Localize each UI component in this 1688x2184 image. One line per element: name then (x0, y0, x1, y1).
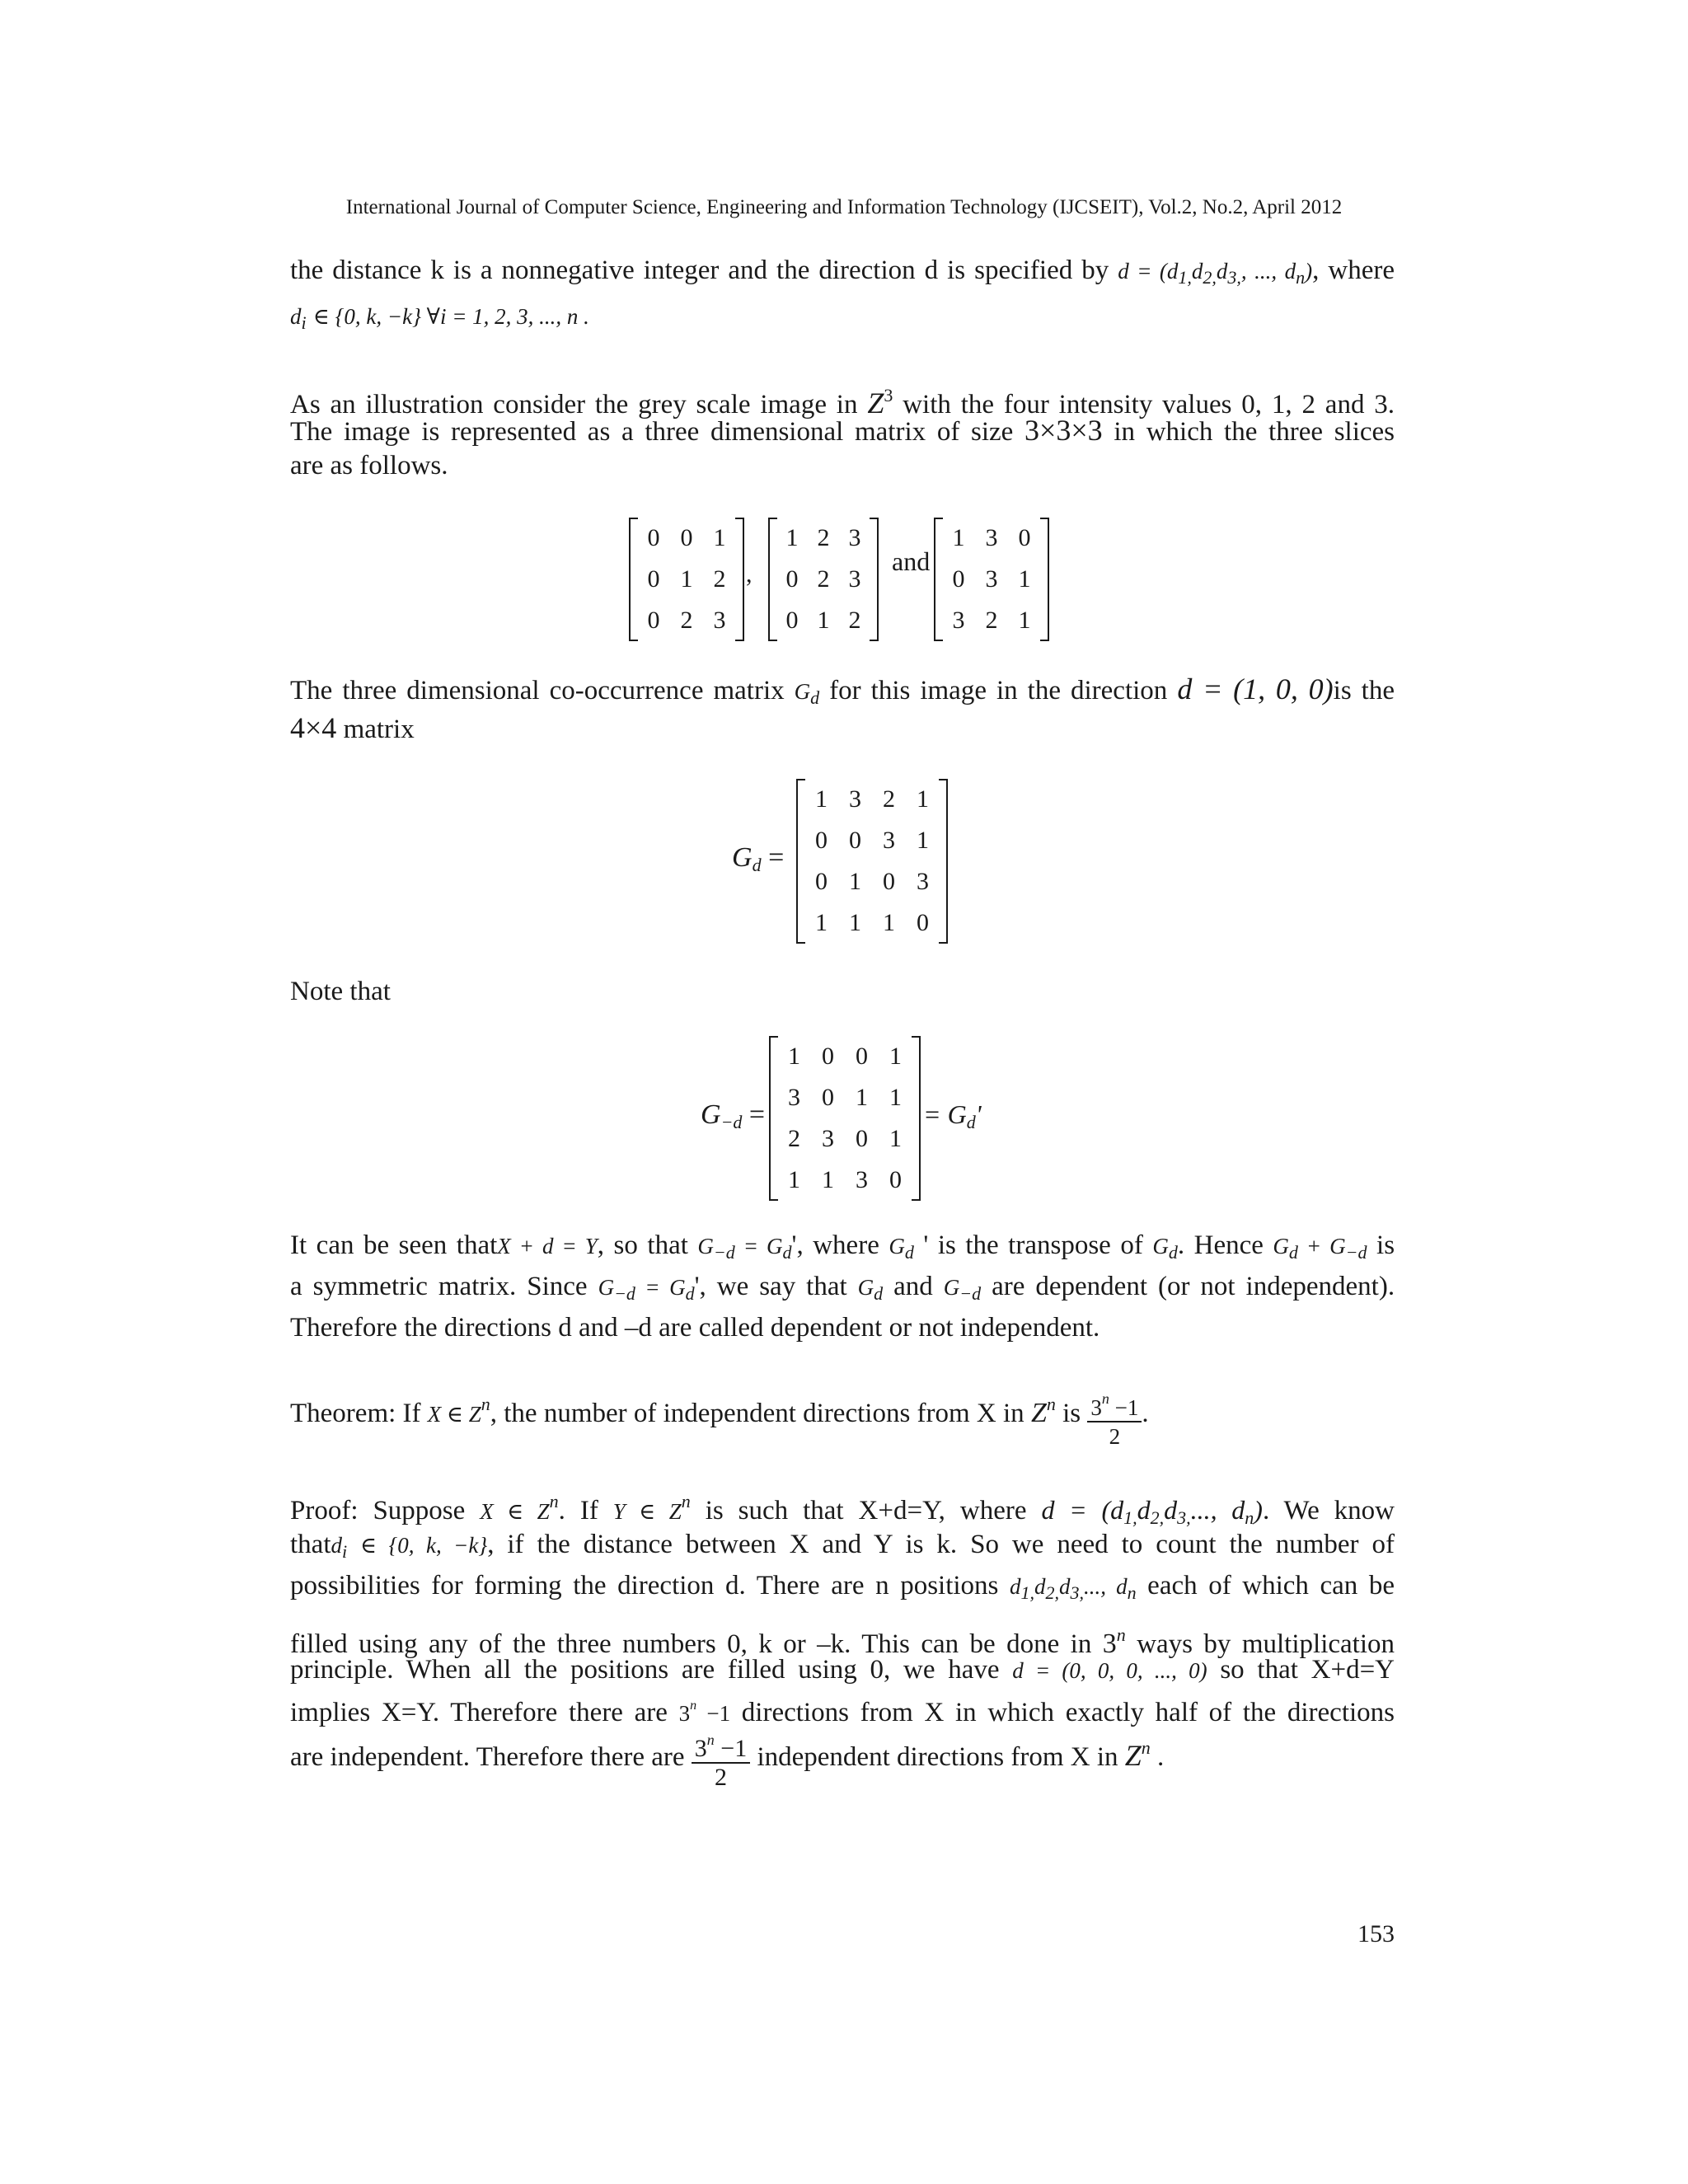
matrix-cell: 1 (917, 785, 929, 813)
matrix-cell: 3 (848, 565, 861, 593)
matrix-cell: 3 (917, 868, 929, 895)
matrix-bracket-right (1040, 518, 1049, 641)
text: in which the three slices (1114, 417, 1395, 447)
matrix-cell: 0 (917, 909, 929, 936)
matrix-cell: 1 (849, 868, 861, 895)
matrix-cell: 2 (817, 524, 830, 551)
matrix-cell: 0 (785, 607, 799, 634)
matrix-cell: 1 (680, 565, 693, 593)
page-number: 153 (1357, 1920, 1395, 1947)
text: . Hence (1177, 1230, 1264, 1260)
matrix-grid (804, 779, 940, 944)
matrix-cell: 0 (849, 827, 861, 854)
matrix-cell: 0 (952, 565, 965, 593)
text: is the (1333, 676, 1395, 705)
matrix-cell: 1 (889, 1125, 902, 1152)
text: , where (1312, 255, 1395, 285)
matrix-cell: 1 (1018, 565, 1031, 593)
math: G (732, 842, 753, 873)
proof-line4: filled using any of the three numbers 0, k or –k. This can be done in 3$^n$ ways by multiplication (290, 1624, 1395, 1659)
slice-matrix-1 (629, 518, 744, 641)
text: is (1062, 1399, 1081, 1429)
text: are dependent (or not independent). (992, 1272, 1395, 1301)
theorem: Theorem: If X ∈ $Z^n$, the number of independent directions from X in $Z^n$ is $\frac{3^n -1}{2}$ . (290, 1380, 1395, 1446)
math: −1 (696, 1701, 731, 1726)
para4-line3: Therefore the directions d and –d are called dependent or not independent. (290, 1313, 1100, 1343)
proof-line7: are independent. Therefore there are $\frac{3^n -1}{2}$ independent directions from X in $Z^n$ . (290, 1727, 1395, 1793)
math: X ∈ Z (480, 1499, 550, 1524)
matrix-cell: 2 (883, 785, 895, 813)
text: , the number of independent directions from X in (490, 1399, 1025, 1429)
matrix-cell: 1 (788, 1166, 800, 1193)
text: ', where (791, 1230, 879, 1260)
math: ∈ {0, k, −k} ∀i = 1, 2, 3, ..., n . (312, 304, 589, 329)
matrix-cell: 1 (952, 524, 965, 551)
text: is such that X+d=Y, where (705, 1496, 1027, 1526)
math: d (1191, 259, 1203, 284)
math: 3×3×3 (1025, 414, 1103, 447)
math: G (701, 1099, 721, 1130)
matrix-cell: 3 (713, 607, 726, 634)
matrix-cell: 0 (680, 524, 693, 551)
matrix-cell: 2 (788, 1125, 800, 1152)
text: independent directions from X in (757, 1742, 1118, 1773)
text: . If (558, 1496, 598, 1526)
text: ' is the transpose of (923, 1230, 1143, 1260)
para2-line3: are as follows. (290, 451, 448, 480)
math: G (857, 1275, 874, 1300)
math: d (290, 304, 302, 329)
text: As an illustration consider the grey scale image in (290, 390, 858, 419)
math: G (697, 1234, 714, 1258)
matrix-cell: 0 (815, 827, 828, 854)
text: a symmetric matrix. Since (290, 1272, 588, 1301)
matrix-cell: 1 (917, 827, 929, 854)
matrix-cell: 2 (848, 607, 861, 634)
para1-line1 (290, 253, 1395, 295)
proof-line6: implies X=Y. Therefore there are $3^n -1$ directions from X in which exactly half of the directions (290, 1698, 1395, 1727)
math: d = (d (1118, 259, 1179, 284)
matrix-cell: 2 (985, 607, 998, 634)
para2-line1: As an illustration consider the grey scale image in $Z^3$ with the four intensity values 0, 1, 2 and 3. (290, 385, 1395, 419)
math: X + d = Y (497, 1234, 598, 1258)
matrix-cell: 1 (849, 909, 861, 936)
math: Z (1030, 1398, 1047, 1429)
text: . (1142, 1399, 1149, 1429)
text: . We know (1262, 1496, 1395, 1526)
text: , so that (597, 1230, 688, 1260)
matrix-cell: 1 (713, 524, 726, 551)
math: G (598, 1275, 615, 1300)
text: The image is represented as a three dimensional matrix of size (290, 417, 1014, 447)
text: and (893, 1272, 933, 1301)
running-header: International Journal of Computer Science, Engineering and Information Technology (IJCSEIT), Vol.2, No.2, April 2012 (345, 196, 1343, 218)
math: G (1152, 1234, 1169, 1258)
matrix-cell: 1 (788, 1043, 800, 1070)
math: 3 (1090, 1395, 1102, 1420)
text: implies X=Y. Therefore there are (290, 1698, 668, 1727)
text: ', we say that (694, 1272, 847, 1301)
text: filled using any of the three numbers 0, k or –k. This can be done in (290, 1629, 1092, 1659)
text: possibilities for forming the direction d. There are n positions (290, 1571, 999, 1601)
matrix-cell: 3 (883, 827, 895, 854)
text: , if the distance between X and Y is k. So we need to count the number of (487, 1530, 1395, 1559)
matrix-cell: 0 (856, 1125, 868, 1152)
proof-line3: possibilities for forming the direction d. There are n positions $d_{1,}d_{2,}d_{3,}$..., $d_n$ each of which can be (290, 1571, 1395, 1603)
matrix-grid (776, 518, 870, 641)
para4-line2: a symmetric matrix. Since $G_{-d} = G_d'$, we say that Gd and G−d are dependent (or not independent). (290, 1272, 1395, 1304)
slice-matrix-3 (934, 518, 1049, 641)
text: each of which can be (1147, 1571, 1395, 1601)
para2-line2 (290, 413, 1395, 450)
slice-matrix-2 (768, 518, 879, 641)
matrix-cell: 0 (647, 607, 660, 634)
math: = (768, 842, 785, 873)
para4-line1: It can be seen thatX + d = Y, so that $G_{-d} = G_d'$, where Gd ' is the transpose of Gd. Hence $G_d + G_{-d}$ is (290, 1230, 1395, 1263)
matrix-cell: 0 (889, 1166, 902, 1193)
math: Z (867, 387, 884, 419)
matrix-cell: 1 (883, 909, 895, 936)
matrix-cell: 1 (822, 1166, 834, 1193)
matrix-bracket-right (870, 518, 879, 641)
math: 3 (678, 1701, 691, 1726)
math: d = (d (1041, 1495, 1124, 1525)
matrix-cell: 0 (883, 868, 895, 895)
matrix-cell: 3 (849, 785, 861, 813)
text: matrix (343, 715, 415, 744)
matrix-cell: 3 (952, 607, 965, 634)
matrix-cell: 2 (817, 565, 830, 593)
matrix-cell: 0 (1018, 524, 1031, 551)
matrix-cell: 3 (848, 524, 861, 551)
math: G (794, 679, 811, 704)
para3-line2 (290, 710, 1395, 748)
text: directions from X in which exactly half of the directions (741, 1698, 1395, 1727)
math: d (1216, 259, 1228, 284)
text: the distance k is a nonnegative integer and the direction d is specified by (290, 255, 1109, 285)
text: principle. When all the positions are filled using 0, we have (290, 1655, 1000, 1685)
matrix-grid (777, 1036, 912, 1201)
matrix-cell: 1 (889, 1043, 902, 1070)
gd-matrix (796, 779, 948, 944)
math: G (1273, 1234, 1289, 1258)
note-text: Note that (290, 977, 391, 1006)
matrix-grid (942, 518, 1041, 641)
math: 3 (694, 1735, 707, 1762)
math: ∈ {0, k, −k} (360, 1533, 488, 1558)
text: are independent. Therefore there are (290, 1742, 685, 1773)
gmd-rhs: = Gd' (923, 1099, 982, 1132)
math: = G (635, 1275, 686, 1300)
para3-line1: The three dimensional co-occurrence matrix Gd for this image in the direction d = (1, 0, 0)is the (290, 673, 1395, 708)
matrix-cell: 1 (1018, 607, 1031, 634)
matrix-cell: 0 (647, 565, 660, 593)
slice-comma: , (746, 560, 753, 588)
text: . (1157, 1742, 1165, 1773)
text: The three dimensional co-occurrence matrix (290, 676, 785, 705)
math: 4×4 (290, 711, 337, 744)
matrix-cell: 1 (815, 785, 828, 813)
math: −1 (1109, 1395, 1139, 1420)
slice-and: and (892, 546, 931, 576)
matrix-cell: 3 (788, 1084, 800, 1111)
matrix-cell: 0 (647, 524, 660, 551)
gmd-label: G−d = (701, 1099, 766, 1132)
math: 2 (714, 1764, 727, 1791)
matrix-grid (637, 518, 736, 641)
proof-line5 (290, 1652, 1395, 1689)
matrix-cell: 1 (817, 607, 830, 634)
proof-line2: thatdi ∈ {0, k, −k}, if the distance between X and Y is k. So we need to count the number of (290, 1530, 1395, 1562)
math: , ..., d (1240, 259, 1296, 284)
math: d = (1, 0, 0) (1177, 673, 1334, 705)
matrix-cell: 0 (822, 1084, 834, 1111)
direction-formula: $d = (d_{1,}d_{2,}d_{3,}$, ..., $d_n$) (1118, 259, 1313, 288)
math: d (1009, 1574, 1021, 1599)
proof-line1: Proof: Suppose X ∈ $Z^n$. If Y ∈ $Z^n$ is such that X+d=Y, where d = (d1,d2,d3,..., dn). We know (290, 1491, 1395, 1528)
math: d (331, 1533, 342, 1558)
gd-label: Gd = (732, 842, 785, 875)
math: Y ∈ Z (612, 1499, 682, 1524)
math: = (748, 1099, 766, 1130)
matrix-cell: 3 (856, 1166, 868, 1193)
matrix-cell: 0 (815, 868, 828, 895)
proof-fraction: $\frac{3^n -1}{2}$ (692, 1727, 750, 1792)
para1-line2: di ∈ {0, k, −k} ∀i = 1, 2, 3, ..., n . (290, 304, 589, 333)
text: Proof: Suppose (290, 1496, 466, 1526)
text: that (290, 1530, 331, 1559)
matrix-cell: 0 (822, 1043, 834, 1070)
math: 3 (1102, 1629, 1117, 1659)
text: so that X+d=Y (1220, 1655, 1395, 1685)
matrix-cell: 1 (785, 524, 799, 551)
matrix-cell: 1 (815, 909, 828, 936)
matrix-cell: 1 (856, 1084, 868, 1111)
math: + G (1297, 1234, 1346, 1258)
matrix-cell: 0 (785, 565, 799, 593)
math: −1 (714, 1735, 748, 1762)
text: is (1376, 1230, 1395, 1260)
math: d = (0, 0, 0, ..., 0) (1012, 1658, 1207, 1683)
matrix-cell: 3 (985, 565, 998, 593)
math: G (943, 1275, 960, 1300)
math: G (889, 1234, 905, 1258)
matrix-cell: 0 (856, 1043, 868, 1070)
math: Z (1124, 1739, 1142, 1773)
matrix-bracket-right (735, 518, 744, 641)
text: with the four intensity values 0, 1, 2 and 3. (903, 390, 1395, 419)
matrix-bracket-right (912, 1036, 921, 1201)
matrix-cell: 2 (680, 607, 693, 634)
math: = G (734, 1234, 783, 1258)
text: for this image in the direction (829, 676, 1168, 705)
text: It can be seen that (290, 1230, 498, 1260)
matrix-cell: 1 (889, 1084, 902, 1111)
gmd-matrix (769, 1036, 921, 1201)
math: = G (923, 1099, 967, 1129)
matrix-bracket-right (939, 779, 948, 944)
matrix-cell: 3 (985, 524, 998, 551)
text: Theorem: If (290, 1399, 421, 1429)
matrix-cell: 2 (713, 565, 726, 593)
math: X ∈ Z (427, 1402, 481, 1427)
matrix-cell: 3 (822, 1125, 834, 1152)
text: ways by multiplication (1137, 1629, 1395, 1659)
theorem-fraction: $\frac{3^n -1}{2}$ (1087, 1385, 1142, 1451)
math: 2 (1109, 1424, 1121, 1449)
math: ' (975, 1099, 982, 1129)
